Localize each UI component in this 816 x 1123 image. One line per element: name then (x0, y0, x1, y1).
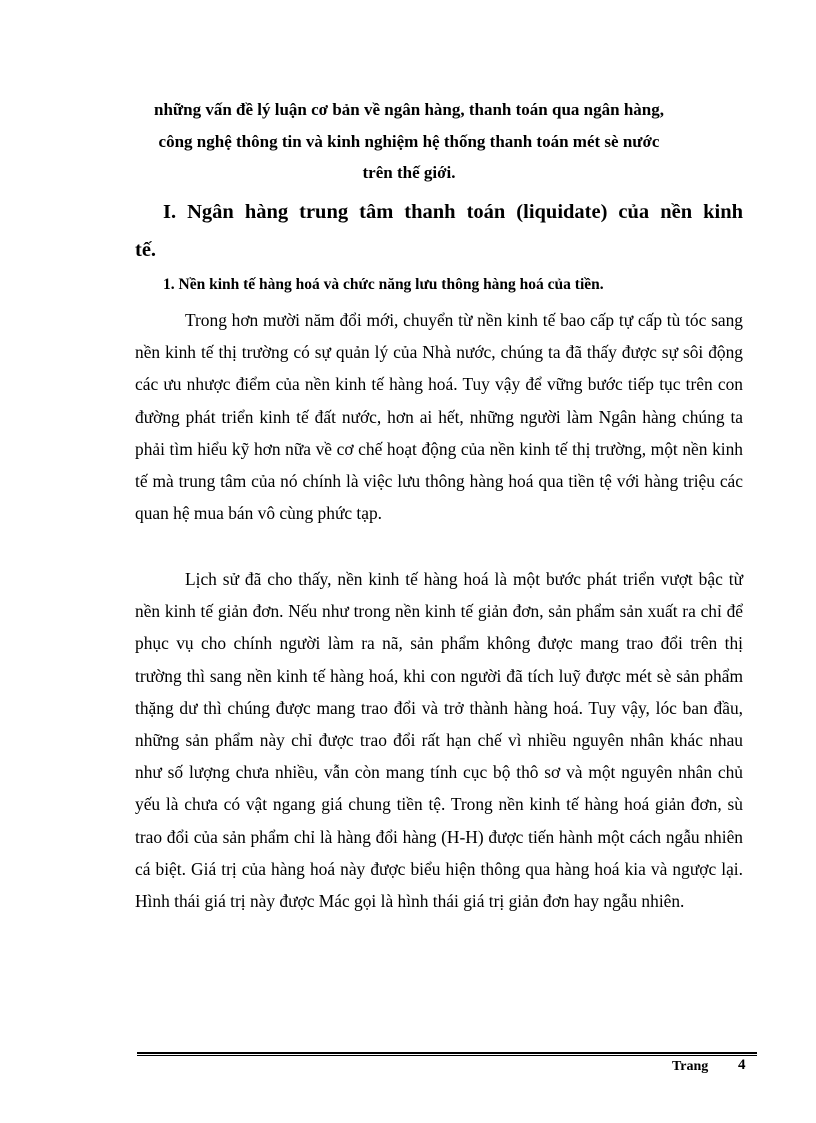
footer-page-label: Trang (672, 1059, 709, 1074)
body-paragraph: Lịch sử đã cho thấy, nền kinh tế hàng hoá là một bước phát triển vượt bậc từ nền kinh tế giản đơn. Nếu như trong nền kinh tế giản đơn, sản phẩm sản xuất ra chỉ để phục vụ cho chính người làm ra nã, sản phẩm không được mang trao đổi trên thị trường thì sang nền kinh tế hàng hoá, khi con người đã tích luỹ được mét sè sản phẩm thặng dư thì chúng được mang trao đổi và trở thành hàng hoá. Tuy vậy, lóc ban đầu, những sản phẩm này chỉ được trao đổi rất hạn chế vì nhiều nguyên nhân khác nhau như số lượng chưa nhiều, vẫn còn mang tính cục bộ thô sơ và một nguyên nhân chủ yếu là chưa có vật ngang giá chung tiền tệ. Trong nền kinh tế hàng hoá giản đơn, sù trao đổi của sản phẩm chỉ là hàng đổi hàng (H-H) được tiến hành một cách ngẫu nhiên cá biệt. Giá trị của hàng hoá này được biểu hiện thông qua hàng hoá kia và ngược lại. Hình thái giá trị này được Mác gọi là hình thái giá trị giản đơn hay ngẫu nhiên. (135, 569, 743, 912)
title-line: công nghệ thông tin và kinh nghiệm hệ thống thanh toán mét sè nước (158, 131, 660, 151)
title-line: những vấn đề lý luận cơ bản về ngân hàng, thanh toán qua ngân hàng, (154, 100, 664, 119)
footer-page-number: 4 (738, 1057, 746, 1073)
document-title (120, 94, 698, 189)
section-heading (135, 193, 743, 269)
body-paragraph: Trong hơn mười năm đổi mới, chuyển từ nền kinh tế bao cấp tự cấp tù tóc sang nền kinh tế thị trường có sự quản lý của Nhà nước, chúng ta đã thấy được sự sôi động các ưu nhược điểm của nền kinh tế hàng hoá. Tuy vậy để vững bước tiếp tục trên con đường phát triển kinh tế đất nước, hơn ai hết, những người làm Ngân hàng chúng ta phải tìm hiểu kỹ hơn nữa về cơ chế hoạt động của nền kinh tế thị trường, một nền kinh tế mà trung tâm của nó chính là việc lưu thông hàng hoá qua tiền tệ với hàng triệu các quan hệ mua bán vô cùng phức tạp. (135, 310, 743, 524)
footer-divider (137, 1052, 757, 1056)
section-heading-line: I. Ngân hàng trung tâm thanh toán (liquidate) của nền kinh (163, 201, 743, 223)
title-line: trên thế giới. (362, 163, 456, 182)
section-heading-line: tế. (135, 239, 157, 261)
subsection-heading: 1. Nền kinh tế hàng hoá và chức năng lưu thông hàng hoá của tiền. (163, 276, 604, 293)
